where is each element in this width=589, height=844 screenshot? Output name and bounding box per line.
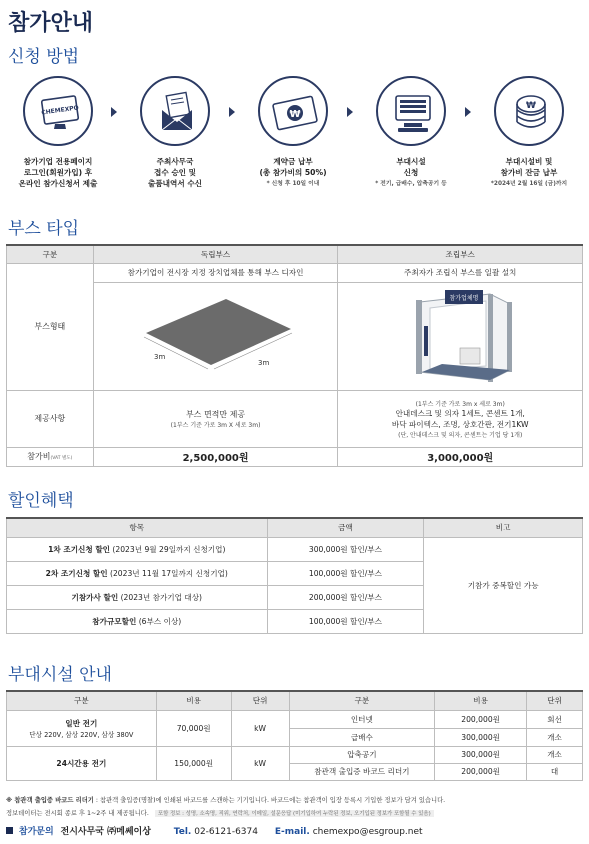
step-2-line2: 접수 승인 및 [154, 168, 196, 177]
step-1-circle [23, 76, 93, 146]
booth-fee-shell: 3,000,000원 [338, 447, 583, 466]
facility-right-1-name: 인터넷 [289, 710, 435, 728]
discount-row-2-amount: 100,000원 할인/부스 [267, 561, 424, 585]
step-4 [353, 76, 469, 190]
step-5-note: *2024년 2월 16일 (금)까지 [490, 181, 568, 187]
discount-row-3 [7, 585, 268, 609]
booth-offer-shell [338, 390, 583, 447]
footnote-bold: ※ 참관객 출입증 바코드 리더기 [6, 797, 94, 804]
booth-type-shell: 조립부스 [338, 245, 583, 263]
facility-heading: 부대시설 안내 [8, 665, 112, 685]
step-3-circle [258, 76, 328, 146]
discount-row-1 [7, 537, 268, 561]
contact-tel-label: Tel. [173, 827, 192, 837]
step-4-circle [376, 76, 446, 146]
booth-type-independent: 독립부스 [93, 245, 338, 263]
facility-header-item-right: 구분 [289, 691, 435, 710]
discount-row-1-amount: 300,000원 할인/부스 [267, 537, 424, 561]
offer-shell-line3: 바닥 파이텍스, 조명, 상호간판, 전기1KW [391, 419, 529, 429]
step-1 [0, 76, 116, 189]
footnote-info-tag: 포함 정보 : 성명, 소속명, 직위, 연락처, 이메일, 설문응답 (미기입하여 누락된 정보, 오기입된 정보가 포함될 수 있음) [155, 810, 434, 817]
step-5 [471, 76, 587, 190]
discount-table [6, 517, 583, 634]
discount-note: 기참가 중복할인 가능 [424, 537, 583, 633]
discount-row-3-detail: (2023년 참가기업 대상) [118, 592, 203, 602]
footnote-text: : 참관객 출입증(명찰)에 인쇄된 바코드를 스캔하는 기기입니다. 바코드에는 참관객이 입장 등록시 기입한 정보가 담겨 있습니다. [93, 797, 446, 804]
coin-won-symbol: ₩ [526, 101, 536, 111]
facility-right-1-cost: 200,000원 [435, 710, 527, 728]
booth-fee-vat: (VAT 별도) [50, 456, 73, 461]
facility-left-2-name: 24시간용 전기 [7, 746, 157, 780]
contact-email-label: E-mail. [274, 827, 310, 837]
discount-row-4-name: 참가규모할인 [92, 616, 137, 626]
facility-table [6, 690, 583, 781]
discount-row-1-detail: (2023년 9월 29일까지 신청기업) [110, 544, 226, 554]
facility-right-3-cost: 300,000원 [435, 746, 527, 763]
booth-shape-independent [93, 282, 338, 390]
facility-right-3-unit: 개소 [527, 746, 583, 763]
discount-row-4 [7, 609, 268, 633]
facility-left-1-sub: 단상 220V, 삼상 220V, 삼상 380V [29, 730, 134, 739]
discount-row-4-amount: 100,000원 할인/부스 [267, 609, 424, 633]
step-3 [235, 76, 351, 190]
booth-offer-independent [93, 390, 338, 447]
footnote-line2-text: 정보데이터는 전시회 종료 후 1~2주 내 제공됩니다. [6, 810, 149, 817]
facility-right-4-unit: 대 [527, 763, 583, 780]
offer-shell-line4: (단, 안내데스크 및 의자, 콘센트는 기업 당 1개) [398, 431, 523, 439]
step-2-line3: 출품내역서 수신 [148, 179, 202, 188]
discount-row-2 [7, 561, 268, 585]
facility-header-item-left: 구분 [7, 691, 157, 710]
booth-desc-shell: 주최자가 조립식 부스를 일괄 설치 [338, 263, 583, 282]
discount-header-item: 항목 [7, 518, 268, 537]
facility-left-2-cost: 150,000원 [156, 746, 231, 780]
discount-row-3-name: 기참가사 할인 [71, 592, 119, 602]
step-5-line2: 참가비 잔금 납부 [500, 168, 558, 177]
step-3-line1: 계약금 납부 [273, 157, 313, 166]
shell-booth-illustration [390, 284, 530, 386]
facility-header-cost-right: 비용 [435, 691, 527, 710]
facility-right-3-name: 압축공기 [289, 746, 435, 763]
booth-shape-label: 부스형태 [7, 263, 94, 390]
step-4-note: * 전기, 급배수, 압축공기 등 [375, 181, 447, 187]
step-2 [117, 76, 233, 189]
step-2-circle [140, 76, 210, 146]
facility-left-1-name: 일반 전기 [65, 718, 98, 728]
offer-indep-line2: (1부스 기준 가로 3m X 세로 3m) [170, 421, 261, 429]
contact-email[interactable]: chemexpo@esgroup.net [312, 827, 423, 837]
dimension-right: 3m [257, 359, 269, 367]
step-2-line1: 주최사무국 [156, 157, 194, 166]
footnote-line-1 [6, 795, 586, 804]
discount-heading: 할인혜택 [8, 491, 74, 511]
booth-sign-text: 참가업체명 [449, 295, 479, 302]
contact-square-icon [6, 827, 13, 834]
discount-row-3-amount: 200,000원 할인/부스 [267, 585, 424, 609]
facility-header-unit-left: 단위 [231, 691, 289, 710]
discount-header-note: 비고 [424, 518, 583, 537]
booth-col-header: 구분 [7, 245, 94, 263]
facility-left-2-unit: kW [231, 746, 289, 780]
facility-right-2-cost: 300,000원 [435, 728, 527, 746]
step-1-line2: 로그인(회원가입) 후 [23, 168, 93, 177]
booth-offer-label: 제공사항 [7, 390, 94, 447]
step-5-line1: 부대시설비 및 [505, 157, 553, 166]
monitor-screen-text: CHEMEXPO [40, 104, 80, 117]
facility-right-1-unit: 회선 [527, 710, 583, 728]
facility-header-cost-left: 비용 [156, 691, 231, 710]
discount-row-1-name: 1차 조기신청 할인 [48, 544, 111, 554]
facility-left-1-unit: kW [231, 710, 289, 746]
step-1-line3: 온라인 참가신청서 제출 [18, 179, 98, 188]
facility-left-1-cost: 70,000원 [156, 710, 231, 746]
contact-org: 전시사무국 ㈜메쎄이상 [60, 827, 151, 837]
dimension-left: 3m [153, 353, 165, 361]
step-3-line2: (총 참가비의 50%) [259, 168, 327, 177]
floor-area-illustration [126, 285, 306, 385]
discount-row-2-detail: (2023년 11월 17일까지 신청기업) [107, 568, 228, 578]
step-3-note: * 신청 후 10일 이내 [266, 181, 320, 187]
won-symbol: ₩ [289, 109, 301, 120]
discount-row-2-name: 2차 조기신청 할인 [45, 568, 108, 578]
facility-left-1 [7, 710, 157, 746]
computer-form-icon [378, 78, 448, 148]
step-1-line1: 참가기업 전용페이지 [23, 157, 93, 166]
facility-right-2-unit: 개소 [527, 728, 583, 746]
footnote-line-2 [6, 808, 586, 817]
page-title: 참가안내 [8, 11, 94, 36]
discount-row-4-detail: (6부스 이상) [136, 616, 182, 626]
contact-tel: 02-6121-6374 [194, 827, 258, 837]
offer-shell-line2: 안내데스크 및 의자 1세트, 콘센트 1개, [395, 408, 525, 418]
facility-right-2-name: 급배수 [289, 728, 435, 746]
booth-desc-independent: 참가기업이 전시장 지정 장치업체를 통해 부스 디자인 [93, 263, 338, 282]
facility-right-4-cost: 200,000원 [435, 763, 527, 780]
booth-fee-independent: 2,500,000원 [93, 447, 338, 466]
step-4-line2: 신청 [403, 168, 419, 177]
offer-shell-line1: (1부스 기준 가로 3m x 세로 3m) [415, 400, 505, 408]
offer-indep-line1: 부스 면적만 제공 [185, 409, 246, 419]
apply-heading: 신청 방법 [8, 47, 80, 67]
coins-icon [496, 78, 566, 148]
contact-label: 참가문의 [18, 827, 54, 837]
booth-fee-label-cell [7, 447, 94, 466]
facility-right-4-name: 참관객 출입증 바코드 리더기 [289, 763, 435, 780]
step-5-circle [494, 76, 564, 146]
booth-heading: 부스 타입 [8, 219, 80, 239]
contact-bar [6, 824, 586, 840]
monitor-chemexpo-icon [25, 78, 95, 148]
facility-header-unit-right: 단위 [527, 691, 583, 710]
booth-table [6, 244, 583, 467]
discount-header-amount: 금액 [267, 518, 424, 537]
booth-fee-label: 참가비 [27, 452, 51, 461]
envelope-document-icon [142, 78, 212, 148]
booth-shape-shell [338, 282, 583, 390]
step-4-line1: 부대시설 [396, 157, 426, 166]
won-bill-icon [260, 78, 330, 148]
